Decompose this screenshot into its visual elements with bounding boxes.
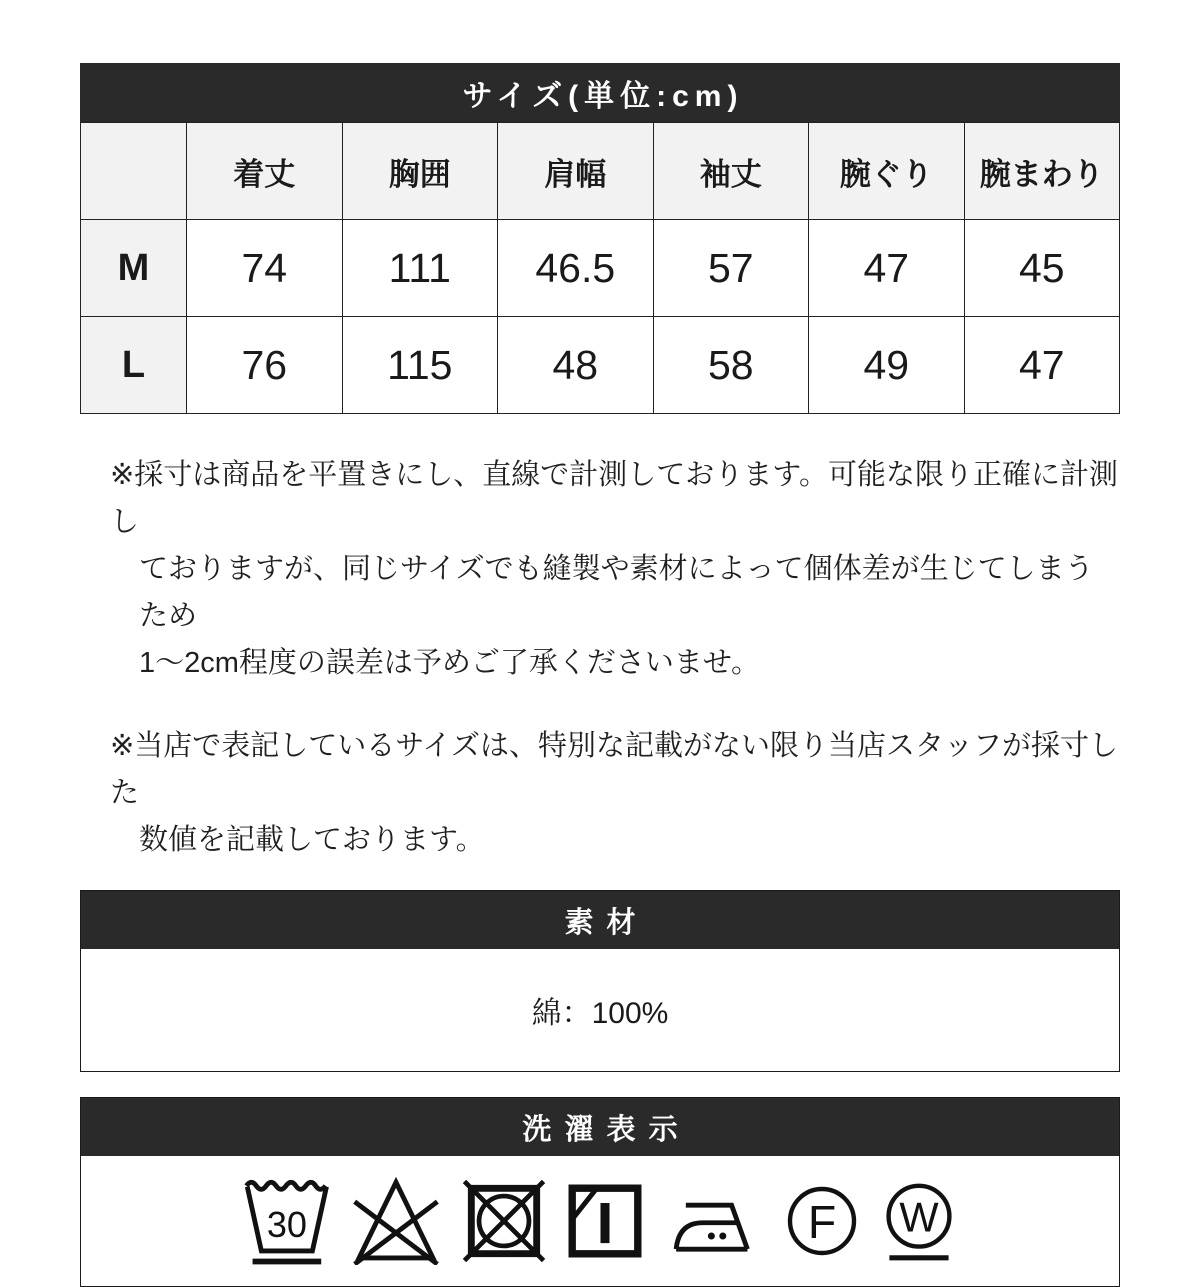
row-label-m: M <box>81 220 187 317</box>
note-line: ※採寸は商品を平置きにし、直線で計測しております。可能な限り正確に計測し <box>110 459 1118 538</box>
material-title: 素材 <box>81 891 1119 949</box>
cell-l-udeguri: 49 <box>809 317 965 414</box>
table-row-l <box>81 317 1120 414</box>
size-table-title: サイズ(単位:cm) <box>80 63 1120 122</box>
column-header-udeguri: 腕ぐり <box>809 123 965 220</box>
note-line: ておりますが、同じサイズでも縫製や素材によって個体差が生じてしまうため <box>139 553 1094 632</box>
column-header-sodetake: 袖丈 <box>653 123 809 220</box>
size-table-header-row <box>81 123 1120 220</box>
table-row-m <box>81 220 1120 317</box>
laundry-section <box>80 1097 1120 1287</box>
wet-clean-w-icon <box>879 1177 959 1265</box>
material-section <box>80 890 1120 1072</box>
cell-m-chakutake: 74 <box>187 220 343 317</box>
dry-clean-f-icon <box>782 1177 862 1265</box>
cell-m-katahaba: 46.5 <box>498 220 654 317</box>
row-label-l: L <box>81 317 187 414</box>
note-line: 数値を記載しております。 <box>139 824 485 856</box>
machine-wash-30-icon <box>241 1177 331 1265</box>
column-header-kyoui: 胸囲 <box>342 123 498 220</box>
svg-text:W: W <box>899 1193 939 1241</box>
no-tumble-dry-icon <box>461 1177 547 1265</box>
size-table-section <box>80 63 1120 414</box>
cell-l-chakutake: 76 <box>187 317 343 414</box>
no-bleach-icon <box>348 1177 444 1265</box>
note-line: ※当店で表記しているサイズは、特別な記載がない限り当店スタッフが採寸した <box>110 730 1118 809</box>
corner-cell <box>81 123 187 220</box>
material-value: 綿：100% <box>81 949 1119 1071</box>
sizing-note <box>110 723 1120 864</box>
size-table <box>80 122 1120 414</box>
note-line: 1～2cm程度の誤差は予めご了承くださいませ。 <box>139 647 761 679</box>
cell-l-sodetake: 58 <box>653 317 809 414</box>
measurement-note <box>110 452 1120 687</box>
svg-text:30: 30 <box>266 1203 307 1245</box>
svg-text:F: F <box>807 1195 837 1248</box>
cell-m-udemawari: 45 <box>964 220 1120 317</box>
line-dry-shade-icon <box>564 1177 646 1265</box>
column-header-udemawari: 腕まわり <box>964 123 1120 220</box>
laundry-symbols <box>81 1156 1119 1286</box>
iron-two-dots-icon <box>663 1177 765 1265</box>
cell-l-katahaba: 48 <box>498 317 654 414</box>
cell-m-kyoui: 111 <box>342 220 498 317</box>
cell-m-sodetake: 57 <box>653 220 809 317</box>
cell-l-kyoui: 115 <box>342 317 498 414</box>
laundry-title: 洗濯表示 <box>81 1098 1119 1156</box>
cell-m-udeguri: 47 <box>809 220 965 317</box>
column-header-chakutake: 着丈 <box>187 123 343 220</box>
column-header-katahaba: 肩幅 <box>498 123 654 220</box>
cell-l-udemawari: 47 <box>964 317 1120 414</box>
